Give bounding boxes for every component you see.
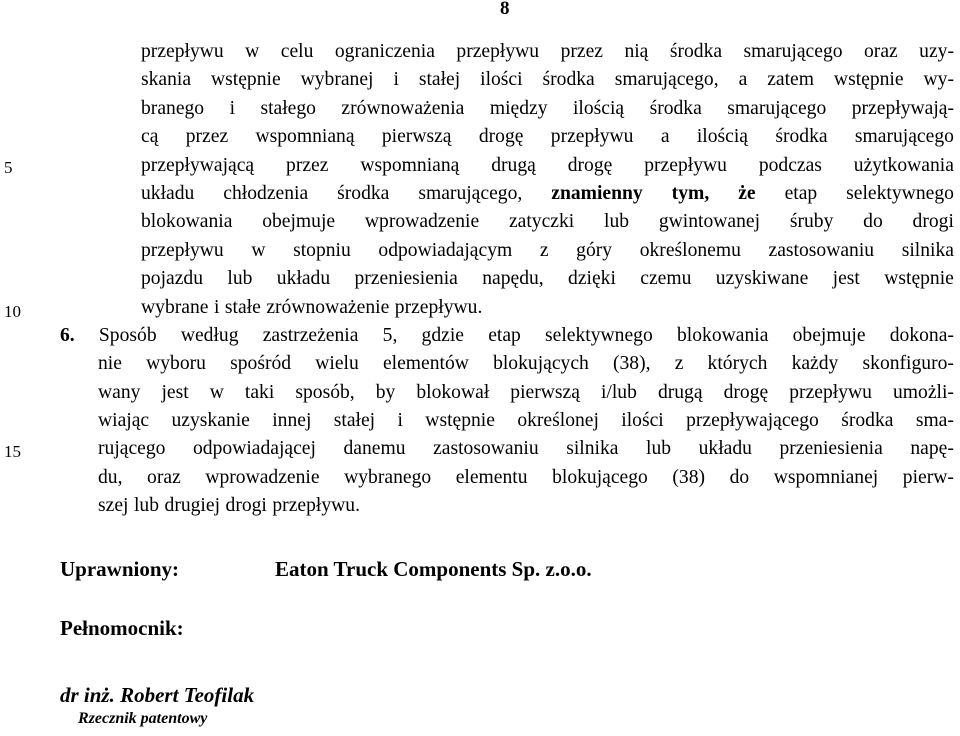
- claim-word: przepływu: [141, 41, 224, 62]
- claim-word: szej: [98, 495, 129, 517]
- claim-word: jest: [161, 381, 189, 403]
- claim-word: przepływu.: [272, 495, 360, 517]
- claim-word: drogę: [567, 154, 613, 176]
- claim-word: w: [245, 41, 260, 62]
- claim-word: wyboru: [146, 353, 206, 375]
- claim-word: dzięki: [568, 268, 616, 290]
- claim-word: każdy: [791, 353, 839, 375]
- claim-word: uzyskanie: [171, 410, 250, 432]
- claim-line: [60, 237, 954, 265]
- claim-word: przeniesienia: [354, 268, 458, 290]
- claim-word: wspomnianą: [255, 126, 355, 148]
- claim-word: użytkowania: [853, 154, 954, 176]
- claim-word: zatem: [767, 69, 814, 91]
- claim-word: stopniu: [293, 239, 351, 261]
- claim-word: lub: [133, 495, 160, 517]
- claim-word: góry: [576, 239, 613, 261]
- claim-word: i: [229, 97, 236, 119]
- claim-word: smarującego: [743, 41, 843, 62]
- claim-word: stałej: [333, 410, 376, 432]
- claim-word: przepływu: [644, 154, 727, 176]
- claim-word: ilości: [480, 69, 523, 91]
- claim-word: silnika: [566, 438, 619, 460]
- claim-word: środka: [337, 182, 390, 204]
- claim-word: pierw-: [902, 466, 954, 488]
- claim-word: skonfiguro-: [862, 353, 954, 375]
- claim-word: drugą: [657, 381, 703, 403]
- margin-line-number: 5: [4, 158, 13, 177]
- claim-word: drugiej: [164, 495, 221, 517]
- claim-word: blokujących: [493, 353, 589, 375]
- claim-line: [60, 265, 954, 293]
- claim-word: określonemu: [639, 239, 741, 261]
- claim-word: i: [397, 410, 403, 432]
- claim-word: innej: [272, 410, 312, 432]
- entitled-value: Eaton Truck Components Sp. z.o.o.: [275, 557, 592, 581]
- claim-word: wprowadzenie: [205, 466, 320, 488]
- claim-line: [60, 180, 954, 208]
- claim-word: umożli-: [892, 381, 954, 403]
- claim-line: [60, 492, 954, 520]
- claim-word: uzy-: [919, 41, 954, 62]
- claim-word: przepływu: [789, 381, 872, 403]
- claim-word: drogę: [478, 126, 524, 148]
- claim-word: chłodzenia: [223, 182, 309, 204]
- claim-word: wybranej: [300, 69, 374, 91]
- claim-word: wstępnie: [884, 268, 954, 290]
- claim-word: stałej: [418, 69, 461, 91]
- claim-word: blokowania: [141, 211, 233, 233]
- claim-word: przepływającego: [686, 410, 819, 432]
- claim-word: drogi: [225, 495, 267, 517]
- claim-word: zatyczki: [508, 211, 575, 233]
- claim-word: wielu: [315, 353, 359, 375]
- claim-word: zastosowaniu: [433, 438, 539, 460]
- claim-word: przeniesienia: [779, 438, 883, 460]
- claim-word: środka: [669, 41, 723, 62]
- claim-word: wybrane: [141, 296, 209, 318]
- claim-word: lub: [646, 438, 672, 460]
- claim-word: jest: [832, 268, 860, 290]
- claim-word: znamienny: [551, 182, 643, 204]
- claim-word: zastrzeżenia: [262, 324, 359, 346]
- claim-word: tym,: [671, 182, 710, 204]
- claim-word: (38),: [612, 353, 651, 375]
- claim-word: obejmuje: [262, 211, 336, 233]
- claim-word: układu: [276, 268, 331, 290]
- claim-word: których: [707, 353, 768, 375]
- claim-word: przepływającą: [141, 154, 255, 176]
- claim-word: gwintowanej: [658, 211, 761, 233]
- claim-word: i: [393, 69, 399, 91]
- claim-word: przez: [286, 154, 329, 176]
- claim-word: blokował: [416, 381, 490, 403]
- claim-word: zrównoważenia: [341, 97, 465, 119]
- claim-word: przepływu: [141, 239, 224, 261]
- claim-line: [60, 38, 954, 66]
- claim-word: skania: [141, 69, 192, 91]
- claim-word: rującego: [98, 438, 166, 460]
- claim-word: odpowiadającym: [378, 239, 513, 261]
- claim-word: drogę: [723, 381, 769, 403]
- claim-word: określonej: [517, 410, 599, 432]
- claim-word: smarującego,: [418, 182, 523, 204]
- claim-word: a: [660, 126, 670, 148]
- claim-word: oraz: [147, 466, 181, 488]
- claim-word: blokującego: [552, 466, 648, 488]
- claim-word: układu: [698, 438, 752, 460]
- margin-line-number: 10: [4, 302, 21, 321]
- claim-word: elementów: [382, 353, 469, 375]
- claim-word: sposób,: [295, 381, 355, 403]
- claim-word: w: [251, 239, 266, 261]
- claim-word: 5,: [382, 324, 398, 346]
- claim-word: celu: [280, 41, 314, 62]
- claim-word: smarującego: [727, 97, 827, 119]
- claim-word: pierwszą: [510, 381, 580, 403]
- claim-word: przez: [560, 41, 603, 62]
- claim-word: środka: [542, 69, 595, 91]
- claim-line: [60, 350, 954, 378]
- claim-word: taki: [244, 381, 275, 403]
- claim-word: między: [489, 97, 548, 119]
- claim-word: czemu: [640, 268, 692, 290]
- claim-word: wprowadzenie: [364, 211, 480, 233]
- claim-word: etap: [488, 324, 521, 346]
- claim-word: ograniczenia: [334, 41, 435, 62]
- claim-line: [60, 407, 954, 435]
- claim-word: z: [674, 353, 684, 375]
- claim-word: du,: [98, 466, 123, 488]
- attorney-title: Rzecznik patentowy: [78, 710, 208, 727]
- claim-word: napędu,: [482, 268, 544, 290]
- claim-word: z: [539, 239, 549, 261]
- claim-word: i: [213, 296, 220, 318]
- claim-word: spośród: [230, 353, 292, 375]
- claim-word: stałego: [260, 97, 316, 119]
- claim-word: selektywnego: [545, 324, 653, 346]
- claim-word: że: [738, 182, 756, 204]
- claim-word: obejmuje: [792, 324, 866, 346]
- claim-word: podczas: [758, 154, 822, 176]
- claim-line: [60, 152, 954, 180]
- claim-word: zrównoważenie: [266, 296, 390, 318]
- claim-line: [60, 95, 954, 123]
- claim-line: [60, 435, 954, 463]
- claim-word: środka: [775, 126, 828, 148]
- claim-word: blokowania: [676, 324, 769, 346]
- claim-word: i/lub: [600, 381, 637, 403]
- claim-word: według: [180, 324, 239, 346]
- claim-word: etap: [784, 182, 818, 204]
- claim-word: wspomnianą: [360, 154, 460, 176]
- claim-word: lub: [604, 211, 630, 233]
- claim-word: ilości: [621, 410, 664, 432]
- claim-line: [60, 123, 954, 151]
- claim-line: [60, 294, 954, 322]
- claim-word: wstępnie: [211, 69, 281, 91]
- claim-word: wybranego: [344, 466, 432, 488]
- claim-word: śruby: [789, 211, 834, 233]
- claim-word: drugą: [491, 154, 536, 176]
- claim-word: środka: [841, 410, 894, 432]
- claim-word: wany: [98, 381, 141, 403]
- claim-word: oraz: [864, 41, 898, 62]
- claim-word: przepływu.: [394, 296, 483, 318]
- claim-word: a: [738, 69, 748, 91]
- claim-word: do: [729, 466, 750, 488]
- margin-line-number: 15: [4, 442, 21, 461]
- claim-word: dokona-: [889, 324, 954, 346]
- claim-word: uzyskiwane: [715, 268, 809, 290]
- claim-word: sma-: [915, 410, 954, 432]
- claim-word: smarującego,: [614, 69, 719, 91]
- claim-word: branego: [141, 97, 205, 119]
- claim-word: stałe: [224, 296, 261, 318]
- claim-word: silnika: [901, 239, 954, 261]
- claim-word: przepływu: [550, 126, 634, 148]
- claim-word: lub: [227, 268, 253, 290]
- claim-word: wstępnie: [425, 410, 495, 432]
- claim-word: cą: [141, 126, 159, 148]
- claim-word: w: [209, 381, 224, 403]
- claim-word: przepływu: [456, 41, 540, 62]
- claim-word: przepływają-: [851, 97, 954, 119]
- claim-word: Sposób: [98, 324, 157, 346]
- claim-word: zastosowaniu: [768, 239, 875, 261]
- claim-word: ilością: [572, 97, 625, 119]
- page-number: 8: [500, 0, 510, 19]
- claim-line: [60, 379, 954, 407]
- claim-word: wstępnie: [833, 69, 904, 91]
- claim-word: (38): [672, 466, 706, 488]
- claim-word: napę-: [910, 438, 954, 460]
- claim-word: do: [863, 211, 883, 233]
- claim-line: [60, 464, 954, 492]
- claim-word: gdzie: [421, 324, 464, 346]
- claim-word: drogi: [912, 211, 954, 233]
- claim-word: ilością: [696, 126, 748, 148]
- claim-word: wy-: [923, 69, 954, 91]
- claim-word: odpowiadającej: [193, 438, 316, 460]
- claim-line: [60, 322, 954, 350]
- claim-word: układu: [141, 182, 195, 204]
- attorney-label: Pełnomocnik:: [60, 616, 184, 640]
- claim-word: przez: [185, 126, 229, 148]
- claim-word: nią: [624, 41, 649, 62]
- claim-word: wspomnianej: [773, 466, 879, 488]
- claim-word: wiając: [98, 410, 150, 432]
- entitled-label: Uprawniony:: [60, 557, 180, 581]
- claims-text: [60, 38, 954, 521]
- claim-number: 6.: [60, 324, 75, 346]
- claim-word: smarującego: [854, 126, 954, 148]
- attorney-name: dr inż. Robert Teofilak: [60, 683, 255, 707]
- claim-word: środka: [649, 97, 702, 119]
- claim-word: nie: [98, 353, 122, 375]
- claim-word: by: [375, 381, 396, 403]
- claim-word: pierwszą: [381, 126, 452, 148]
- claim-line: [60, 208, 954, 236]
- claim-line: [60, 66, 954, 94]
- claim-word: selektywnego: [846, 182, 954, 204]
- claim-word: pojazdu: [141, 268, 204, 290]
- claim-word: danemu: [343, 438, 406, 460]
- claim-word: elementu: [455, 466, 528, 488]
